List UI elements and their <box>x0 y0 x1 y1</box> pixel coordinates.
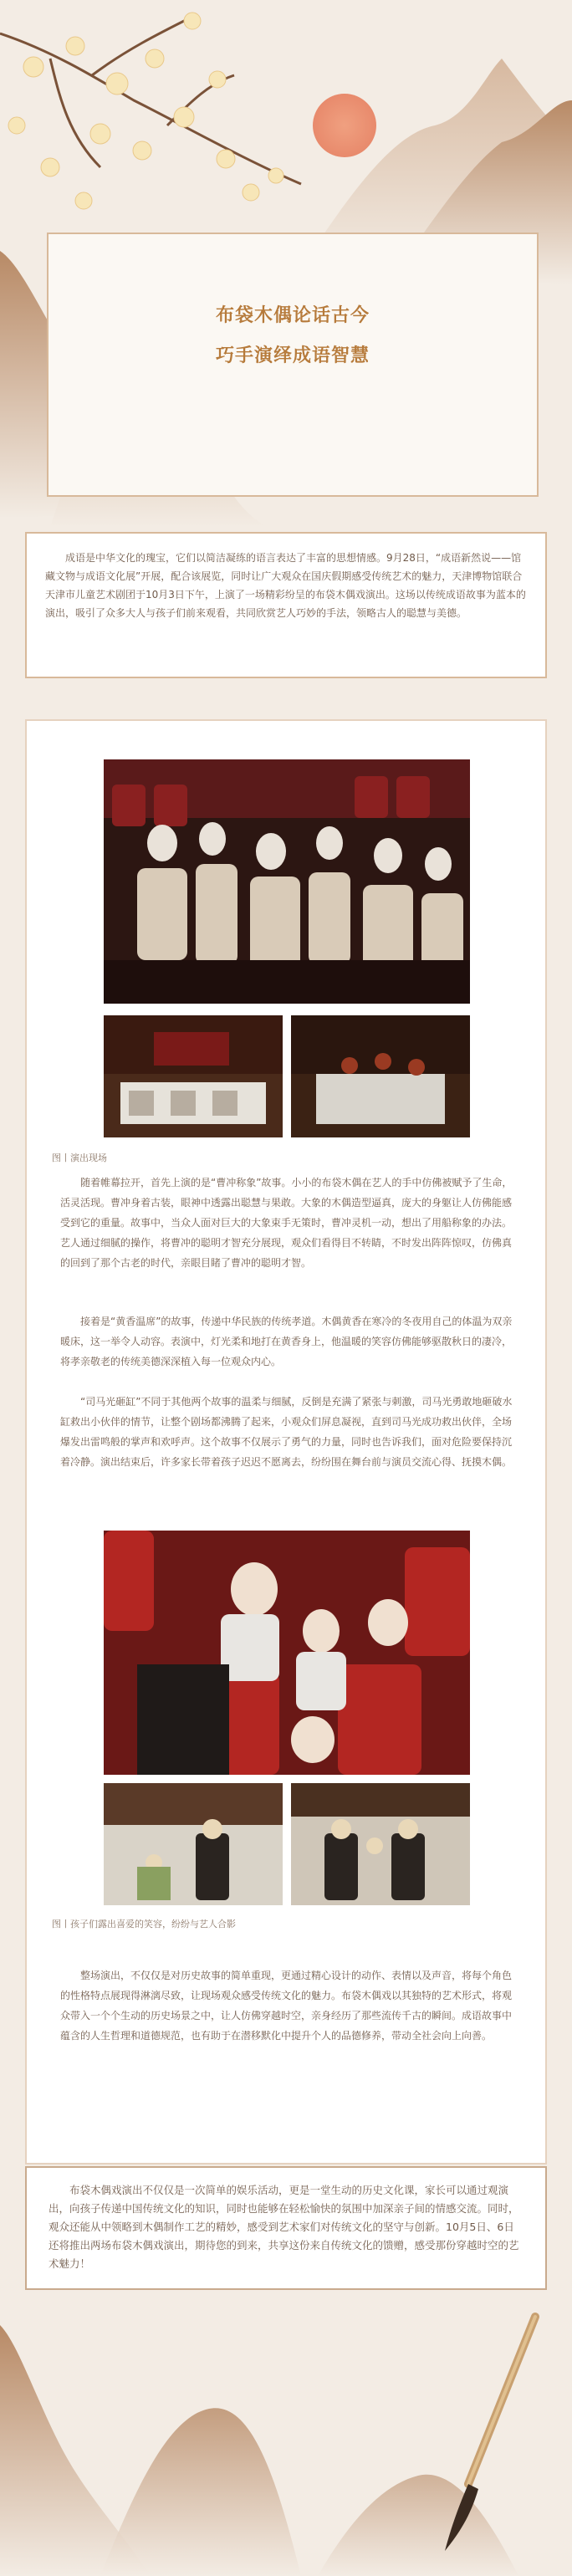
stage-photo-right <box>291 1015 470 1137</box>
header-banner <box>0 0 572 527</box>
title-line-2: 巧手演绎成语智慧 <box>215 345 370 366</box>
figure-caption-1: 图丨演出现场 <box>52 1153 107 1163</box>
closing-section <box>25 2166 547 2290</box>
body-paragraph-3: “司马光砸缸”不同于其他两个故事的温柔与细腻，反倒是充满了紧张与刺激，司马光勇敢地砸破水缸救出小伙伴的情节，让整个剧场都沸腾了起来，小观众们屏息凝视，直到司马光成功救出伙伴，全场爆发出雷鸣般的掌声和欢呼声。这个故事不仅展示了勇气的力量，同时也告诉我们，面对危险要保持沉着冷静。演出结束后，许多家长带着孩子迟迟不愿离去，纷纷围在舞台前与演员交流心得、抚摸木偶。 <box>60 1396 513 1468</box>
footer-mountain-right <box>318 2475 518 2576</box>
body-paragraph-1: 随着帷幕拉开，首先上演的是“曹冲称象”故事。小小的布袋木偶在艺人的手中仿佛被赋予了生命，活灵活现。曹冲身着古装，眼神中透露出聪慧与果敢。大象的木偶造型逼真，庞大的身躯让人仿佛能感受到它的重量。故事中，当众人面对巨大的大象束手无策时，曹冲灵机一动，想出了用船称象的办法。艺人通过细腻的操作，将曹冲的聪明才智充分展现，观众们看得目不转睛，不时发出阵阵惊叹，仿佛真的回到了那个古老的时代，亲眼目睹了曹冲的聪明才智。 <box>60 1177 513 1269</box>
stage-photo-left-graphic <box>104 1015 283 1137</box>
stage-photo-right-graphic <box>291 1015 470 1137</box>
children-photo <box>104 1531 470 1775</box>
body-paragraph-2: 接着是“黄香温席”的故事，传递中华民族的传统孝道。木偶黄香在寒冷的冬夜用自己的体温为双亲暖床，这一举令人动容。表演中，灯光柔和地打在黄香身上，他温暖的笑容仿佛能够驱散秋日的凄冷，将孝亲敬老的传统美德深深植入每一位观众内心。 <box>60 1316 513 1367</box>
sun <box>313 94 376 157</box>
plum-branch <box>0 17 301 184</box>
group-photo-left-graphic <box>104 1783 283 1905</box>
group-photo-right-graphic <box>291 1783 470 1905</box>
stage-photo-left <box>104 1015 283 1137</box>
title-line-1: 布袋木偶论话古今 <box>215 305 370 326</box>
main-content <box>25 719 547 2165</box>
footer-graphic <box>0 2292 572 2576</box>
intro-section <box>25 532 547 678</box>
group-photo-right <box>291 1783 470 1905</box>
audience-photo-graphic <box>104 759 470 1004</box>
footer-landscape <box>0 2292 572 2576</box>
children-photo-graphic <box>104 1531 470 1775</box>
figure-caption-2: 图丨孩子们露出喜爱的笑容，纷纷与艺人合影 <box>52 1919 236 1929</box>
closing-text: 布袋木偶戏演出不仅仅是一次简单的娱乐活动，更是一堂生动的历史文化课，家长可以通过观演出，向孩子传递中国传统文化的知识，同时也能够在轻松愉快的氛围中加深亲子间的情感交流。同时，观众还能从中领略到木偶制作工艺的精妙，感受到艺术家们对传统文化的坚守与创新。10月5日、6日还将推出两场布袋木偶戏演出，期待您的到来，共享这份来自传统文化的馈赠，感受那份穿越时空的艺术魅力！ <box>49 2184 519 2270</box>
intro-text: 成语是中华文化的瑰宝，它们以简洁凝练的语言表达了丰富的思想情感。9月28日，“成语新然说——馆藏文物与成语文化展”开展，配合该展览，同时让广大观众在国庆假期感受传统艺术的魅力，天津博物馆联合天津市儿童艺术剧团于10月3日下午，上演了一场精彩纷呈的布袋木偶戏演出。这场以传统成语故事为蓝本的演出，吸引了众多大人与孩子们前来观看，共同欣赏艺人巧妙的手法，领略古人的聪慧与美德。 <box>45 552 526 619</box>
group-photo-left <box>104 1783 283 1905</box>
footer-mountain-mid <box>100 2408 301 2576</box>
title-card <box>47 233 539 497</box>
audience-photo <box>104 759 470 1004</box>
body-paragraph-4: 整场演出，不仅仅是对历史故事的简单重现，更通过精心设计的动作、表情以及声音，将每个角色的性格特点展现得淋漓尽致，让现场观众感受传统文化的魅力。布袋木偶戏以其独特的艺术形式，将观众带入一个个生动的历史场景之中，让人仿佛穿越时空，亲身经历了那些流传千古的瞬间。成语故事中蕴含的人生哲理和道德规范，也有助于在潜移默化中提升个人的品德修养，带动全社会向上向善。 <box>60 1970 513 2042</box>
calligraphy-brush-icon <box>445 2317 535 2551</box>
